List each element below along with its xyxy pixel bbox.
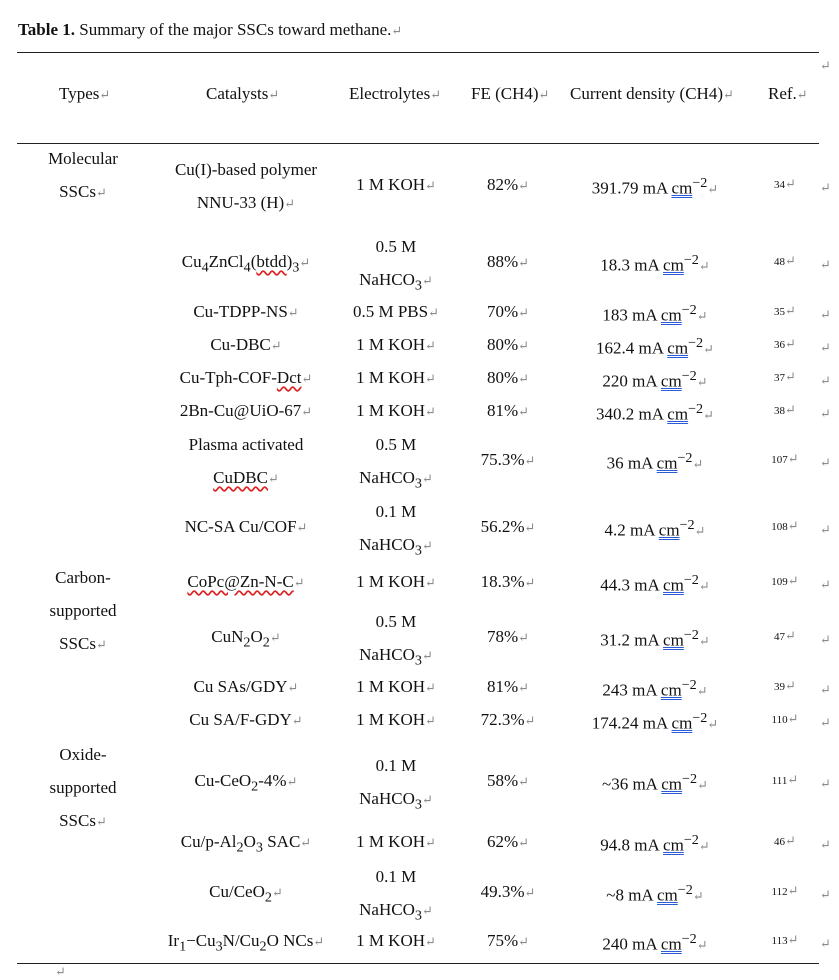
fe-cell: 82%↵ xyxy=(486,175,530,194)
catalyst-cell: Cu(I)-based polymer NNU-33 (H)↵ xyxy=(174,160,318,212)
electrolyte-cell: 0.5 M NaHCO$_3$↵ xyxy=(359,237,433,294)
row-end-mark: ↵ xyxy=(820,837,831,852)
ref-cell: 113↵ xyxy=(771,932,799,947)
fe-cell: 49.3%↵ xyxy=(480,882,536,901)
fe-cell: 70%↵ xyxy=(486,302,530,321)
fe-cell: 81%↵ xyxy=(486,401,530,420)
catalyst-cell: Cu-Tph-COF-Dct↵ xyxy=(179,368,313,387)
type-carbon-supported: Carbon- supported SSCs↵ xyxy=(49,568,117,653)
row-end-mark: ↵ xyxy=(820,936,831,951)
fe-cell: 78%↵ xyxy=(486,627,530,646)
current-density-cell: 391.79 mA $cm^{-2}↵$ xyxy=(591,175,719,198)
current-density-cell: 18.3 mA $cm^{-2}↵$ xyxy=(600,252,710,275)
catalyst-cell: Cu-TDPP-NS↵ xyxy=(193,302,299,321)
current-density-cell: 240 mA $cm^{-2}↵$ xyxy=(602,931,708,954)
catalyst-cell: Cu-DBC↵ xyxy=(210,335,282,354)
fe-cell: 80%↵ xyxy=(486,335,530,354)
current-density-cell: 4.2 mA $cm^{-2}↵$ xyxy=(604,517,706,540)
ref-cell: 39↵ xyxy=(774,678,796,693)
ref-cell: 35↵ xyxy=(774,303,796,318)
ref-cell: 108↵ xyxy=(771,518,799,533)
fe-cell: 88%↵ xyxy=(486,252,530,271)
fe-cell: 75.3%↵ xyxy=(480,450,536,469)
header-current-density: Current density (CH4)↵ xyxy=(570,84,734,103)
top-rule xyxy=(17,52,819,53)
ref-cell: 109↵ xyxy=(771,573,799,588)
caption-label: Table 1. xyxy=(18,20,76,39)
current-density-cell: 340.2 mA $cm^{-2}↵$ xyxy=(595,401,715,424)
electrolyte-cell: 0.5 M NaHCO$_3$↵ xyxy=(359,612,433,669)
electrolyte-cell: 1 M KOH↵ xyxy=(356,677,436,696)
current-density-cell: 31.2 mA $cm^{-2}↵$ xyxy=(600,627,710,650)
current-density-cell: 220 mA $cm^{-2}↵$ xyxy=(602,368,708,391)
header-ref: Ref.↵ xyxy=(768,84,808,103)
row-end-mark: ↵ xyxy=(820,406,831,421)
electrolyte-cell: 0.1 M NaHCO$_3$↵ xyxy=(359,867,433,924)
caption-text: Summary of the major SSCs toward methane. xyxy=(79,20,392,39)
row-end-mark: ↵ xyxy=(820,577,831,592)
row-end-mark: ↵ xyxy=(820,180,831,195)
row-end-mark: ↵ xyxy=(820,340,831,355)
ref-cell: 112↵ xyxy=(771,883,799,898)
catalyst-cell: Cu/CeO$_2$↵ xyxy=(209,882,283,906)
ref-cell: 37↵ xyxy=(774,369,796,384)
fe-cell: 58%↵ xyxy=(486,771,530,790)
ref-cell: 107↵ xyxy=(771,451,799,466)
row-end-mark: ↵ xyxy=(820,373,831,388)
catalyst-cell: $Cu_4ZnCl_4(btdd)_3↵$ xyxy=(181,252,311,276)
catalyst-cell: $CuN_2O_2↵$ xyxy=(211,627,281,651)
catalyst-cell: 2Bn-Cu@UiO-67↵ xyxy=(179,401,313,420)
row-end-mark: ↵ xyxy=(820,776,831,791)
row-end-mark: ↵ xyxy=(820,58,831,73)
row-end-mark: ↵ xyxy=(820,257,831,272)
electrolyte-cell: 1 M KOH↵ xyxy=(356,401,436,420)
ref-cell: 36↵ xyxy=(774,336,796,351)
ref-cell: 48↵ xyxy=(774,253,796,268)
ref-cell: 47↵ xyxy=(774,628,796,643)
type-oxide-supported: Oxide- supported SSCs↵ xyxy=(49,745,117,830)
catalyst-cell: CoPc@Zn-N-C↵ xyxy=(187,572,305,591)
electrolyte-cell: 1 M KOH↵ xyxy=(356,931,436,950)
table-caption: Table 1. Summary of the major SSCs toward methane.↵ xyxy=(18,20,403,39)
catalyst-cell: Cu SAs/GDY↵ xyxy=(193,677,299,696)
row-end-mark: ↵ xyxy=(820,682,831,697)
fe-cell: 80%↵ xyxy=(486,368,530,387)
type-molecular: Molecular SSCs↵ xyxy=(48,149,118,201)
current-density-cell: 36 mA $cm^{-2}↵$ xyxy=(606,450,704,473)
current-density-cell: 94.8 mA $cm^{-2}↵$ xyxy=(600,832,710,855)
electrolyte-cell: 1 M KOH↵ xyxy=(356,710,436,729)
fe-cell: 81%↵ xyxy=(486,677,530,696)
catalyst-cell: Cu-CeO$_2$-4%↵ xyxy=(194,771,298,795)
header-rule xyxy=(17,143,819,144)
electrolyte-cell: 0.5 M NaHCO$_3$↵ xyxy=(359,435,433,492)
row-end-mark: ↵ xyxy=(820,455,831,470)
row-end-mark: ↵ xyxy=(820,632,831,647)
paragraph-mark: ↵ xyxy=(55,964,66,979)
catalyst-cell: Cu SA/F-GDY↵ xyxy=(189,710,303,729)
catalyst-cell: $Ir_1-Cu_3N/Cu_2O$ NCs↵ xyxy=(167,931,325,955)
row-end-mark: ↵ xyxy=(820,715,831,730)
electrolyte-cell: 0.5 M PBS↵ xyxy=(352,302,440,321)
ref-cell: 111↵ xyxy=(771,772,799,787)
header-types: Types↵ xyxy=(59,84,111,103)
electrolyte-cell: 1 M KOH↵ xyxy=(356,572,436,591)
catalyst-cell: NC-SA Cu/COF↵ xyxy=(184,517,308,536)
fe-cell: 75%↵ xyxy=(486,931,530,950)
electrolyte-cell: 1 M KOH↵ xyxy=(356,832,436,851)
ref-cell: 38↵ xyxy=(774,402,796,417)
fe-cell: 62%↵ xyxy=(486,832,530,851)
current-density-cell: 174.24 mA $cm^{-2}↵$ xyxy=(591,710,719,733)
catalyst-cell: Plasma activated CuDBC↵ xyxy=(188,435,304,487)
current-density-cell: ~36 mA $cm^{-2}↵$ xyxy=(601,771,709,794)
catalyst-cell: $Cu/p-Al_2O_3$ SAC↵ xyxy=(180,832,312,856)
row-end-mark: ↵ xyxy=(820,887,831,902)
electrolyte-cell: 0.1 M NaHCO$_3$↵ xyxy=(359,502,433,559)
row-end-mark: ↵ xyxy=(820,522,831,537)
row-end-mark: ↵ xyxy=(820,307,831,322)
electrolyte-cell: 1 M KOH↵ xyxy=(356,175,436,194)
electrolyte-cell: 1 M KOH↵ xyxy=(356,368,436,387)
electrolyte-cell: 1 M KOH↵ xyxy=(356,335,436,354)
ref-cell: 46↵ xyxy=(774,833,796,848)
fe-cell: 18.3%↵ xyxy=(480,572,536,591)
current-density-cell: 44.3 mA $cm^{-2}↵$ xyxy=(600,572,710,595)
current-density-cell: 183 mA $cm^{-2}↵$ xyxy=(602,302,708,325)
bottom-rule xyxy=(17,963,819,964)
current-density-cell: ~8 mA $cm^{-2}↵$ xyxy=(606,882,704,905)
electrolyte-cell: 0.1 M NaHCO$_3$↵ xyxy=(359,756,433,813)
current-density-cell: 243 mA $cm^{-2}↵$ xyxy=(602,677,708,700)
header-fe: FE (CH4)↵ xyxy=(471,84,550,103)
fe-cell: 56.2%↵ xyxy=(480,517,536,536)
current-density-cell: 162.4 mA $cm^{-2}↵$ xyxy=(595,335,715,358)
ref-cell: 110↵ xyxy=(771,711,799,726)
ref-cell: 34↵ xyxy=(774,176,796,191)
fe-cell: 72.3%↵ xyxy=(480,710,536,729)
header-electrolytes: Electrolytes↵ xyxy=(349,84,442,103)
header-catalysts: Catalysts↵ xyxy=(206,84,280,103)
